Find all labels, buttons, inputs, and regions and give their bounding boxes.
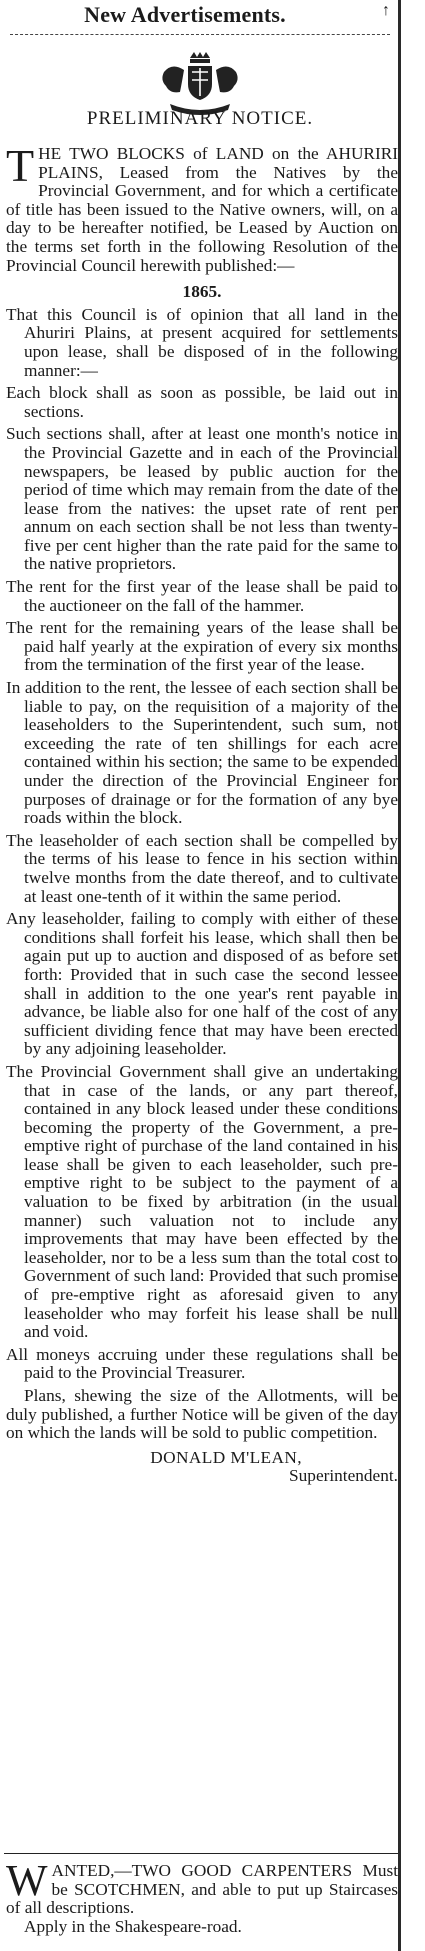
section-title: New Advertisements. (84, 2, 286, 27)
resolution-clause: That this Council is of opinion that all land in the Ahuriri Plains, at present acquired for settlements upon lease, shall be disposed of in the following manner:— (6, 304, 398, 380)
signature: DONALD M'LEAN, (150, 1447, 302, 1467)
wanted-advert (6, 1856, 398, 1936)
notice-title: PRELIMINARY NOTICE. (86, 108, 314, 129)
resolution-clause: In addition to the rent, the lessee of each section shall be liable to pay, on the requisition of a majority of the leaseholders to the Superintendent, such sum, not exceeding the rate of ten shillings for each acre contained within his section; the same to be expended under the direction of the Provincial Engineer for purposes of drainage or for the formation of any bye roads within the block. (6, 678, 398, 828)
wanted-text: ANTED,—TWO GOOD CARPENTERS Must be SCOTCHMEN, and able to put up Staircases of all descriptions. (6, 1861, 398, 1918)
resolution-clause: All moneys accruing under these regulations shall be paid to the Provincial Treasurer. (6, 1344, 398, 1383)
resolution-clause: Any leaseholder, failing to comply with either of these conditions shall forfeit his lease, which shall then be again put up to auction and disposed of as before set forth: Provided that in such case the second lessee shall in addition to the one year's rent payable in advance, be liable also for one half of the cost of any sufficient dividing fence that may have been erected by any adjoining leaseholder. (6, 909, 398, 1059)
section-header (0, 0, 425, 30)
notice-intro (6, 140, 398, 275)
resolution-year: 1865. (182, 282, 222, 302)
resolution-clause: Such sections shall, after at least one month's notice in the Provincial Gazette and in each of the Provincial newspapers, be leased by public auction for the period of time which may remain from the date of the lease from the natives: the upset rate of rent per annum on each section shall be not less than twenty-five per cent higher than the rate paid for the same to the native proprietors. (6, 424, 398, 574)
advert-separator (4, 1853, 398, 1854)
column-rule (398, 0, 401, 1951)
resolution-clause: The leaseholder of each section shall be compelled by the terms of his lease to fence in his section within twelve months from the date thereof, and to cultivate at least one-tenth of it within the same period. (6, 830, 398, 906)
resolution-clause: The rent for the first year of the lease shall be paid to the auctioneer on the fall of the hammer. (6, 577, 398, 615)
drop-cap: W (6, 1856, 48, 1905)
resolution-clause: The rent for the remaining years of the lease shall be paid half yearly at the expiration of every six months from the termination of the first year of the lease. (6, 618, 398, 675)
drop-cap: T (6, 140, 35, 191)
resolution-clause: The Provincial Government shall give an undertaking that in case of the lands, or any part thereof, contained in any block leased under these conditions becoming the property of the Government, a pre-emptive right of purchase of the land contained in his lease shall be given to each leaseholder, such pre-emptive right to be subject to the payment of a valuation to be fixed by arbitration (in the usual manner) such valuation not to include any improvements that may have been effected by the leaseholder, nor to be a less sum than the total cost to Government of such land: Provided that such promise of pre-emptive right as aforesaid given to any leaseholder who may forfeit his lease shall be null and void. (6, 1061, 398, 1342)
wanted-apply: Apply in the Shakespeare-road. (24, 1916, 242, 1936)
signature-title: Superintendent. (289, 1466, 398, 1486)
intro-text: HE TWO BLOCKS of LAND on the AHURIRI PLAINS, Leased from the Natives by the Provincial Government, and for which a certificate of title has been issued to the Native owners, will, on a day to be hereafter notified, be Leased by Auction on the terms set forth in the following Resolution of the Provincial Council herewith published:— (6, 144, 398, 275)
pointer-arrow-icon: ↑ (382, 2, 390, 19)
plans-paragraph: Plans, shewing the size of the Allotments, will be duly published, a further Notice will be given of the day on which the lands will be sold to public competition. (6, 1386, 398, 1443)
notice-body (6, 140, 398, 1492)
header-rule (10, 34, 390, 35)
resolution-clause: Each block shall as soon as possible, be laid out in sections. (6, 383, 398, 421)
